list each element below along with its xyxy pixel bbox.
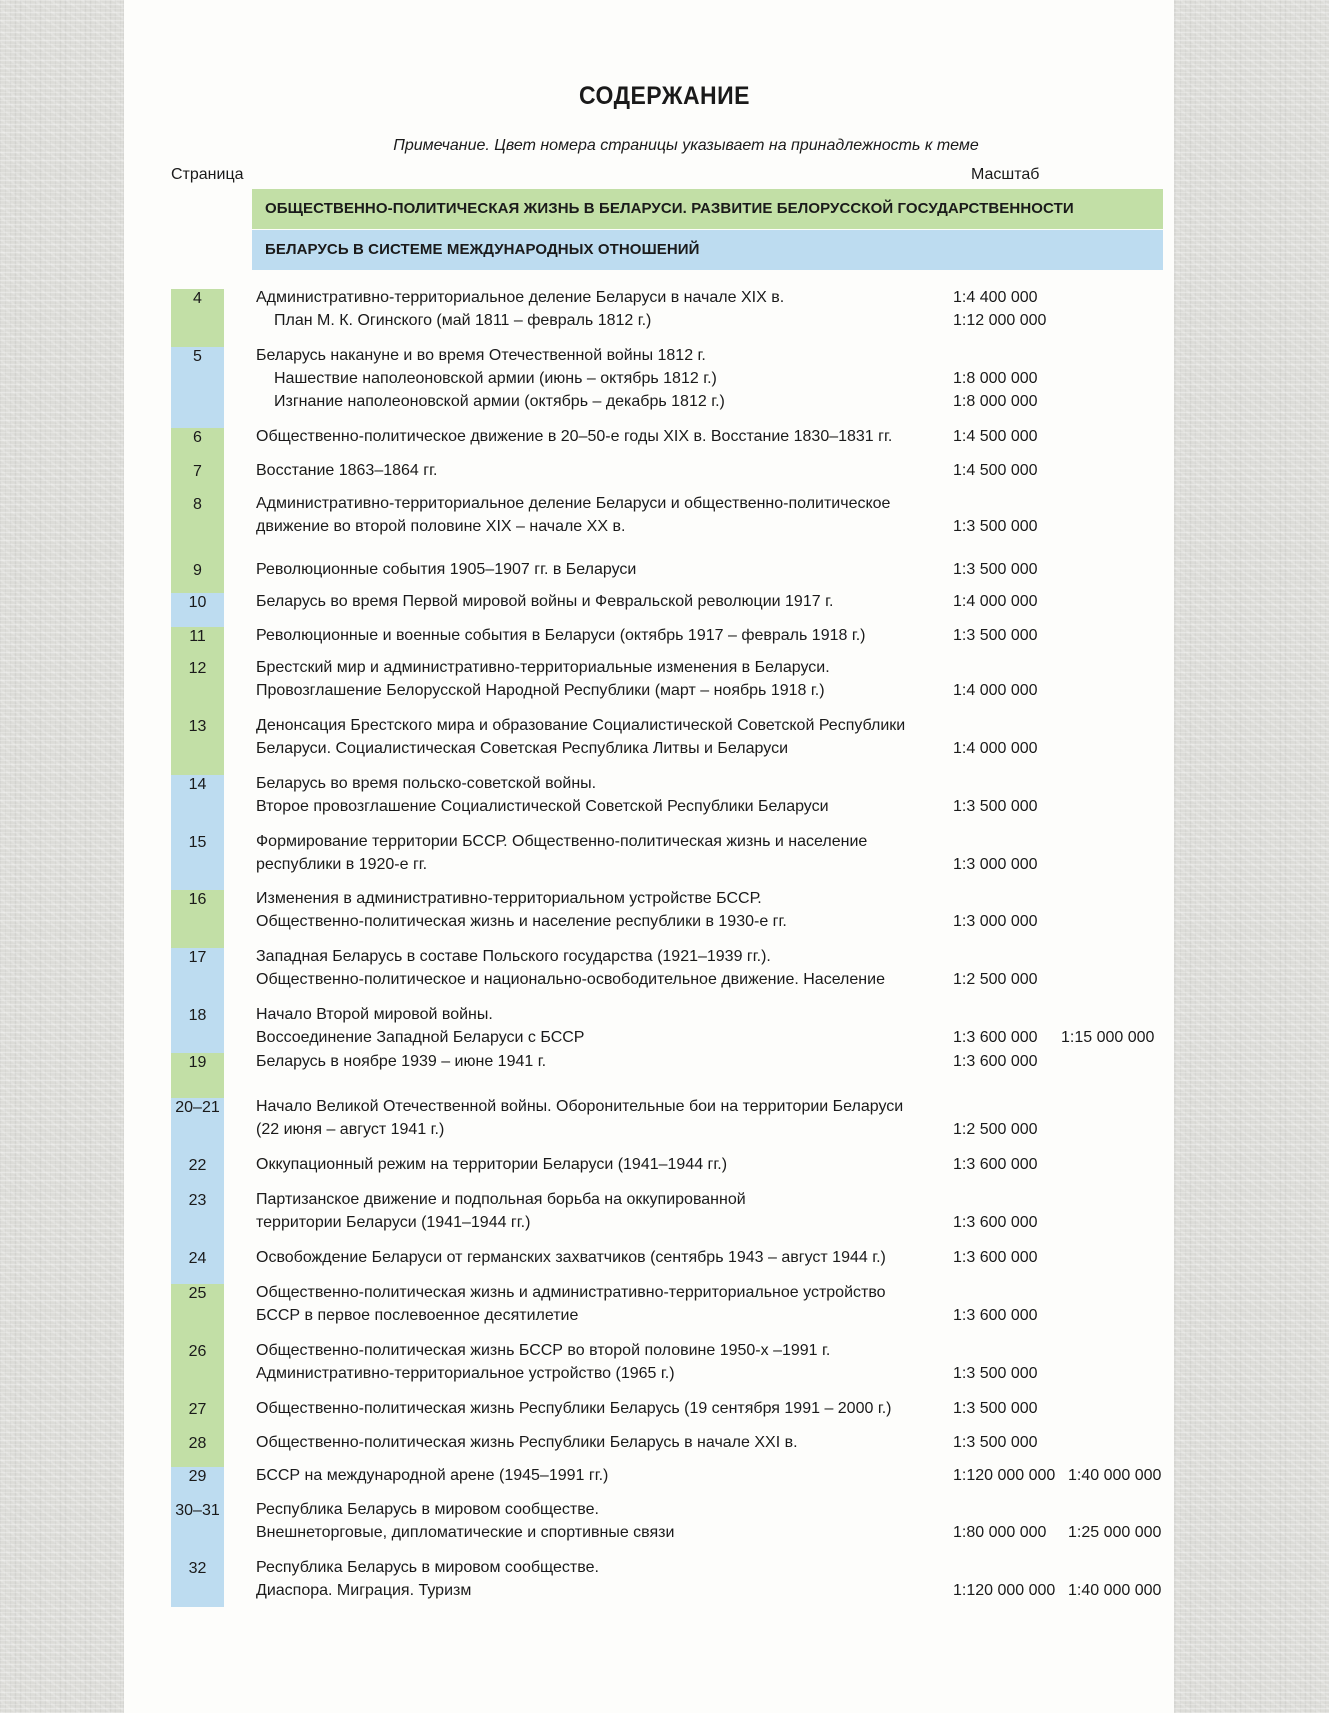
map-scale: 1:3 500 000 xyxy=(953,798,1038,815)
map-scale-secondary: 1:40 000 000 xyxy=(1068,1467,1162,1484)
page-number: 27 xyxy=(188,1401,207,1418)
entry-title-line: Начало Второй мировой войны. xyxy=(256,1006,493,1023)
map-scale: 1:4 500 000 xyxy=(953,462,1038,479)
page-number: 10 xyxy=(188,594,207,611)
map-scale: 1:3 500 000 xyxy=(953,561,1038,578)
page-number-cell xyxy=(171,1434,224,1467)
entry-title-line: Начало Великой Отечественной войны. Оборонительные бои на территории Беларуси xyxy=(256,1098,904,1115)
page-number: 11 xyxy=(189,628,206,645)
page-number: 5 xyxy=(193,348,202,365)
map-scale: 1:80 000 000 xyxy=(953,1524,1047,1541)
page-number: 17 xyxy=(188,949,207,966)
entry-title-line: Воссоединение Западной Беларуси с БССР xyxy=(256,1029,585,1046)
page-number-cell xyxy=(171,1342,224,1400)
page-number: 29 xyxy=(188,1468,207,1485)
column-header-page: Страница xyxy=(171,166,244,183)
entry-title-line: Беларусь во время польско-советской войны. xyxy=(256,775,597,792)
map-scale-secondary: 1:25 000 000 xyxy=(1068,1524,1162,1541)
page-number: 8 xyxy=(193,496,202,513)
map-scale: 1:3 600 000 xyxy=(953,1307,1038,1324)
page-number-cell xyxy=(171,1284,224,1342)
page-number: 9 xyxy=(193,562,202,579)
entry-title-line: Республика Беларусь в мировом сообществе. xyxy=(256,1501,599,1518)
map-scale: 1:3 600 000 xyxy=(953,1053,1038,1070)
column-header-scale: Масштаб xyxy=(971,166,1040,183)
entry-title-line: Административно-территориальное деление Беларуси и общественно-политическое xyxy=(256,495,891,512)
entry-title-line: Диаспора. Миграция. Туризм xyxy=(256,1582,472,1599)
map-scale: 1:3 500 000 xyxy=(953,1400,1038,1417)
map-scale: 1:4 500 000 xyxy=(953,428,1038,445)
page-number: 26 xyxy=(188,1343,207,1360)
entry-title-line: движение во второй половине XIX – начале XX в. xyxy=(256,518,626,535)
page-number-cell xyxy=(171,1156,224,1191)
entry-title-line: Общественно-политическая жизнь Республики Беларусь в начале XXI в. xyxy=(256,1434,798,1451)
theme-legend-international: БЕЛАРУСЬ В СИСТЕМЕ МЕЖДУНАРОДНЫХ ОТНОШЕНИЙ xyxy=(252,230,1163,270)
page-number-cell xyxy=(171,1249,224,1284)
page-number: 22 xyxy=(188,1157,207,1174)
map-scale: 1:3 600 000 xyxy=(953,1214,1038,1231)
entry-title-line: Общественно-политическая жизнь БССР во второй половине 1950-х –1991 г. xyxy=(256,1342,831,1359)
map-scale: 1:8 000 000 xyxy=(953,370,1038,387)
entry-title-line: БССР на международной арене (1945–1991 гг.) xyxy=(256,1467,609,1484)
entry-title-line: Освобождение Беларуси от германских захватчиков (сентябрь 1943 – август 1944 г.) xyxy=(256,1249,886,1266)
page-number: 20–21 xyxy=(175,1099,220,1116)
page-number-cell xyxy=(171,593,224,627)
map-scale: 1:120 000 000 xyxy=(953,1467,1056,1484)
page-number: 4 xyxy=(193,290,202,307)
entry-title-line: Беларусь в ноябре 1939 – июне 1941 г. xyxy=(256,1053,547,1070)
entry-title-line: (22 июня – август 1941 г.) xyxy=(256,1121,445,1138)
page-number: 30–31 xyxy=(175,1502,220,1519)
page-number-cell xyxy=(171,717,224,775)
page-number: 19 xyxy=(188,1054,207,1071)
page-title: СОДЕРЖАНИЕ xyxy=(579,82,750,110)
map-scale: 1:4 400 000 xyxy=(953,289,1038,306)
entry-title-line: Общественно-политическая жизнь и население республики в 1930-е гг. xyxy=(256,913,787,930)
map-scale: 1:3 600 000 xyxy=(953,1156,1038,1173)
page-number-cell xyxy=(171,1467,224,1501)
entry-title-line: Беларусь во время Первой мировой войны и Февральской революции 1917 г. xyxy=(256,593,834,610)
page-number-cell xyxy=(171,1400,224,1434)
page-number-cell xyxy=(171,1501,224,1559)
page-number-cell xyxy=(171,833,224,890)
entry-title-line: Провозглашение Белорусской Народной Республики (март – ноябрь 1918 г.) xyxy=(256,682,825,699)
page-number: 6 xyxy=(193,429,202,446)
entry-title-line: План М. К. Огинского (май 1811 – февраль 1812 г.) xyxy=(274,312,652,329)
page-number-cell xyxy=(171,1559,224,1607)
entry-title-line: Общественно-политическая жизнь и административно-территориальное устройство xyxy=(256,1284,886,1301)
page-number-cell xyxy=(171,890,224,948)
entry-title-line: Беларуси. Социалистическая Советская Республика Литвы и Беларуси xyxy=(256,740,788,757)
entry-title-line: Общественно-политическое и национально-освободительное движение. Население xyxy=(256,971,885,988)
map-scale: 1:3 500 000 xyxy=(953,1365,1038,1382)
map-scale: 1:3 500 000 xyxy=(953,1434,1038,1451)
page-number-cell xyxy=(171,659,224,717)
page-number: 18 xyxy=(188,1007,207,1024)
page-number: 16 xyxy=(188,891,207,908)
entry-title-line: Изгнание наполеоновской армии (октябрь – декабрь 1812 г.) xyxy=(274,393,725,410)
entry-title-line: БССР в первое послевоенное десятилетие xyxy=(256,1307,579,1324)
entry-title-line: Изменения в административно-территориальном устройстве БССР. xyxy=(256,890,762,907)
page-number: 15 xyxy=(188,834,207,851)
page-number-cell xyxy=(171,948,224,1006)
map-scale: 1:4 000 000 xyxy=(953,682,1038,699)
page-number-cell xyxy=(171,462,224,495)
entry-title-line: Общественно-политическая жизнь Республики Беларусь (19 сентября 1991 – 2000 г.) xyxy=(256,1400,892,1417)
color-note: Примечание. Цвет номера страницы указывает на принадлежность к теме xyxy=(393,137,979,154)
page-number-cell xyxy=(171,627,224,659)
map-scale: 1:3 600 000 xyxy=(953,1029,1038,1046)
page-number: 23 xyxy=(188,1192,207,1209)
map-scale: 1:2 500 000 xyxy=(953,1121,1038,1138)
entry-title-line: Республика Беларусь в мировом сообществе. xyxy=(256,1559,599,1576)
map-scale: 1:8 000 000 xyxy=(953,393,1038,410)
page-number: 32 xyxy=(188,1560,207,1577)
entry-title-line: Общественно-политическое движение в 20–50-е годы XIX в. Восстание 1830–1831 гг. xyxy=(256,428,893,445)
page-number: 12 xyxy=(188,660,207,677)
entry-title-line: Беларусь накануне и во время Отечественной войны 1812 г. xyxy=(256,347,706,364)
entry-title-line: республики в 1920-е гг. xyxy=(256,856,428,873)
page-number-cell xyxy=(171,1191,224,1249)
entry-title-line: Революционные и военные события в Беларуси (октябрь 1917 – февраль 1918 г.) xyxy=(256,627,866,644)
entry-title-line: Нашествие наполеоновской армии (июнь – октябрь 1812 г.) xyxy=(274,370,717,387)
entry-title-line: Денонсация Брестского мира и образование Социалистической Советской Республики xyxy=(256,717,906,734)
map-scale: 1:12 000 000 xyxy=(953,312,1047,329)
page-number: 28 xyxy=(188,1435,207,1452)
map-scale: 1:3 000 000 xyxy=(953,856,1038,873)
page-number: 7 xyxy=(193,463,202,480)
entry-title-line: территории Беларуси (1941–1944 гг.) xyxy=(256,1214,531,1231)
map-scale: 1:120 000 000 xyxy=(953,1582,1056,1599)
map-scale: 1:3 500 000 xyxy=(953,627,1038,644)
page-number-cell xyxy=(171,495,224,561)
page-number-cell xyxy=(171,1006,224,1053)
entry-title-line: Восстание 1863–1864 гг. xyxy=(256,462,438,479)
page-number-cell xyxy=(171,1053,224,1098)
page-number: 25 xyxy=(188,1285,207,1302)
map-scale-secondary: 1:15 000 000 xyxy=(1061,1029,1155,1046)
entry-title-line: Революционные события 1905–1907 гг. в Беларуси xyxy=(256,561,637,578)
entry-title-line: Формирование территории БССР. Общественно-политическая жизнь и население xyxy=(256,833,868,850)
entry-title-line: Административно-территориальное устройство (1965 г.) xyxy=(256,1365,675,1382)
entry-title-line: Внешнеторговые, дипломатические и спортивные связи xyxy=(256,1524,675,1541)
map-scale: 1:3 600 000 xyxy=(953,1249,1038,1266)
page-number-cell xyxy=(171,775,224,833)
map-scale: 1:4 000 000 xyxy=(953,740,1038,757)
page-number: 14 xyxy=(188,776,207,793)
page-number-cell xyxy=(171,428,224,462)
page-number-cell xyxy=(171,1098,224,1156)
page-number-cell xyxy=(171,289,224,347)
map-scale: 1:3 000 000 xyxy=(953,913,1038,930)
page-number: 13 xyxy=(188,718,207,735)
entry-title-line: Оккупационный режим на территории Беларуси (1941–1944 гг.) xyxy=(256,1156,728,1173)
entry-title-line: Административно-территориальное деление Беларуси в начале XIX в. xyxy=(256,289,785,306)
map-scale: 1:2 500 000 xyxy=(953,971,1038,988)
entry-title-line: Западная Беларусь в составе Польского государства (1921–1939 гг.). xyxy=(256,948,771,965)
page-number: 24 xyxy=(188,1250,207,1267)
entry-title-line: Партизанское движение и подпольная борьба на оккупированной xyxy=(256,1191,746,1208)
map-scale-secondary: 1:40 000 000 xyxy=(1068,1582,1162,1599)
map-scale: 1:4 000 000 xyxy=(953,593,1038,610)
page-number-cell xyxy=(171,347,224,428)
page-number-cell xyxy=(171,561,224,593)
map-scale: 1:3 500 000 xyxy=(953,518,1038,535)
theme-legend-politics: ОБЩЕСТВЕННО-ПОЛИТИЧЕСКАЯ ЖИЗНЬ В БЕЛАРУСИ. РАЗВИТИЕ БЕЛОРУССКОЙ ГОСУДАРСТВЕННОСТИ xyxy=(252,189,1163,229)
entry-title-line: Второе провозглашение Социалистической Советской Республики Беларуси xyxy=(256,798,829,815)
entry-title-line: Брестский мир и административно-территориальные изменения в Беларуси. xyxy=(256,659,830,676)
